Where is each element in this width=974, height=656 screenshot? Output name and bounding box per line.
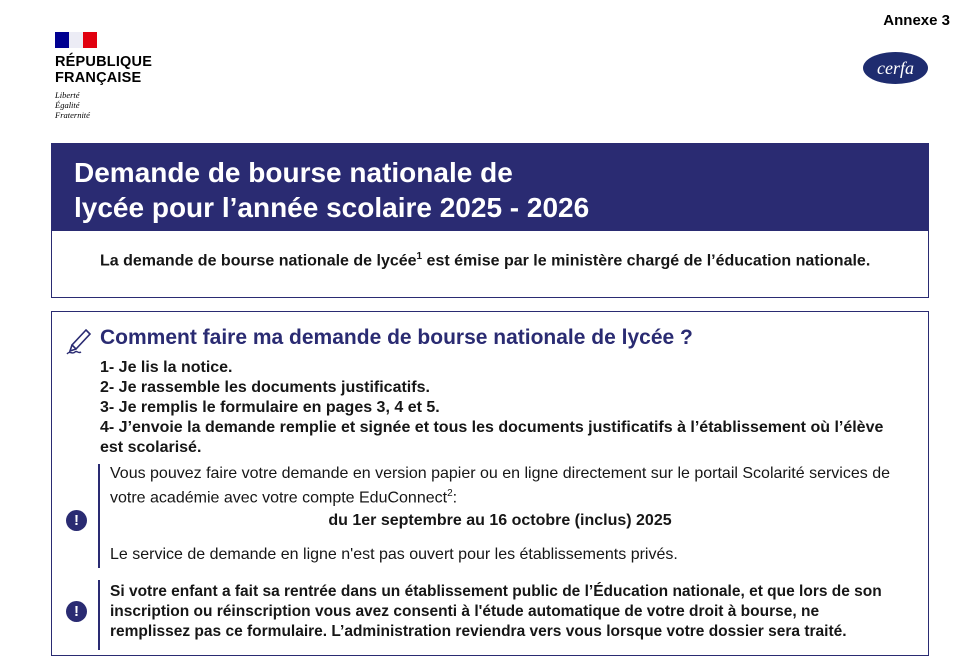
pen-writing-icon [66, 328, 92, 356]
intro-box [51, 231, 929, 298]
step-item: 4- J’envoie la demande remplie et signée et tous les documents justificatifs à l’établissement où l’élève est scolarisé. [100, 419, 884, 456]
how-to-section [51, 311, 929, 656]
marianne-flag-icon [55, 32, 97, 48]
request-dates: du 1er septembre au 16 octobre (inclus) 2025 [328, 512, 672, 529]
logo-devise [55, 90, 152, 120]
step-item: 2- Je rassemble les documents justificatifs. [100, 379, 430, 396]
step-item: 3- Je remplis le formulaire en pages 3, 4 et 5. [100, 399, 440, 416]
online-request-text-a: Vous pouvez faire votre demande en version papier ou en ligne directement sur le portail Scolarité services de votre académie avec votre compte EduConnect [110, 465, 890, 507]
devise-fraternite: Fraternité [55, 110, 90, 120]
footnote-ref-2: 2 [447, 488, 453, 499]
title-banner [51, 143, 929, 231]
section-title: Comment faire ma demande de bourse nationale de lycée ? [100, 326, 693, 349]
private-schools-note: Le service de demande en ligne n'est pas ouvert pour les établissements privés. [110, 546, 678, 563]
automatic-study-note [98, 580, 900, 650]
devise-liberte: Liberté [55, 90, 80, 100]
title-line-2: lycée pour l’année scolaire 2025 - 2026 [74, 192, 590, 223]
logo-line-1: RÉPUBLIQUE [55, 54, 153, 70]
annex-label: Annexe 3 [883, 12, 950, 29]
exclamation-icon: ! [66, 601, 87, 622]
automatic-study-text: Si votre enfant a fait sa rentrée dans un établissement public de l’Éducation nationale, et que lors de son inscription ou réinscription vous avez consenti à l'étude automatique de votre droit à bourse, ne remplissez pas ce formulaire. L’administration reviendra vers vous lorsque votre dossier sera traité. [110, 583, 882, 640]
online-request-note [98, 464, 900, 568]
online-request-text-b: : [452, 489, 458, 507]
step-item: 1- Je lis la notice. [100, 359, 233, 376]
title-line-1: Demande de bourse nationale de [74, 157, 513, 188]
intro-text-b: est émise par le ministère chargé de l’éducation nationale. [422, 252, 871, 270]
online-request-text [110, 464, 900, 508]
logo-line-2: FRANÇAISE [55, 70, 142, 86]
devise-egalite: Égalité [55, 100, 80, 110]
logo-text [55, 54, 152, 86]
republique-francaise-logo [55, 32, 152, 120]
cerfa-logo: cerfa [863, 52, 928, 84]
footnote-ref-1: 1 [416, 251, 423, 262]
steps-list [100, 358, 890, 458]
intro-text-a: La demande de bourse nationale de lycée [100, 252, 417, 270]
exclamation-icon: ! [66, 510, 87, 531]
